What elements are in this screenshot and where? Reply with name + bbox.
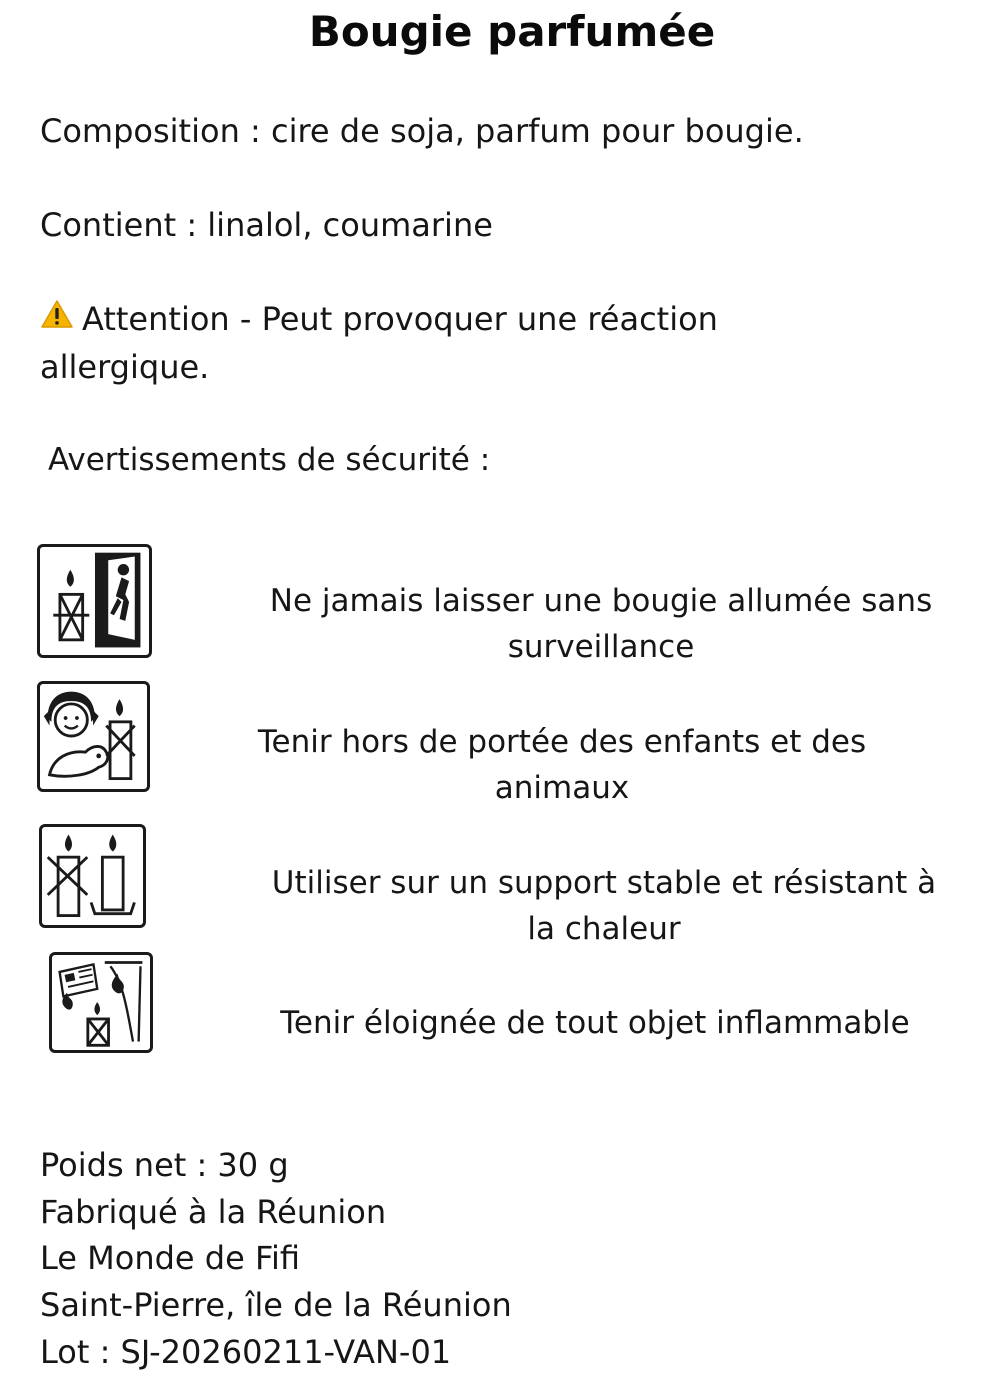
safety-warning-4 <box>232 1000 958 1046</box>
unattended-candle-pictogram-icon <box>37 544 152 658</box>
allergy-warning-line2: allergique. <box>40 348 210 386</box>
warning-triangle-icon <box>40 295 74 341</box>
safety-warning-3 <box>230 860 978 952</box>
safety-warning-2 <box>218 719 906 811</box>
safety-section-title: Avertissements de sécurité : <box>48 442 491 478</box>
children-pets-candle-pictogram-icon <box>37 681 150 792</box>
safety-warning-1-line1: Ne jamais laisser une bougie allumée sans <box>269 583 933 619</box>
page-title: Bougie parfumée <box>308 7 716 56</box>
safety-warning-3-line1: Utiliser sur un support stable et résistant à <box>271 865 937 901</box>
safety-warning-1 <box>225 578 977 670</box>
safety-warning-1-line2: surveillance <box>507 629 695 665</box>
safety-warning-4-line1: Tenir éloignée de tout objet inflammable <box>280 1005 910 1041</box>
net-weight: Poids net : 30 g <box>40 1146 289 1184</box>
safety-warning-2-line2: animaux <box>494 770 630 806</box>
allergy-warning-line1: Attention - Peut provoquer une réaction <box>82 300 718 338</box>
stable-support-pictogram-icon <box>39 824 146 928</box>
safety-warning-2-line1: Tenir hors de portée des enfants et des <box>257 724 867 760</box>
location: Saint-Pierre, île de la Réunion <box>40 1286 512 1324</box>
lot-number: Lot : SJ-20260211-VAN-01 <box>40 1333 452 1371</box>
safety-warning-3-line2: la chaleur <box>527 911 681 947</box>
composition-text: Composition : cire de soja, parfum pour bougie. <box>40 112 804 150</box>
flammable-objects-pictogram-icon <box>49 952 153 1053</box>
contains-text: Contient : linalol, coumarine <box>40 206 493 244</box>
allergy-warning <box>40 296 718 390</box>
origin: Fabriqué à la Réunion <box>40 1193 387 1231</box>
brand-name: Le Monde de Fifi <box>40 1239 301 1277</box>
